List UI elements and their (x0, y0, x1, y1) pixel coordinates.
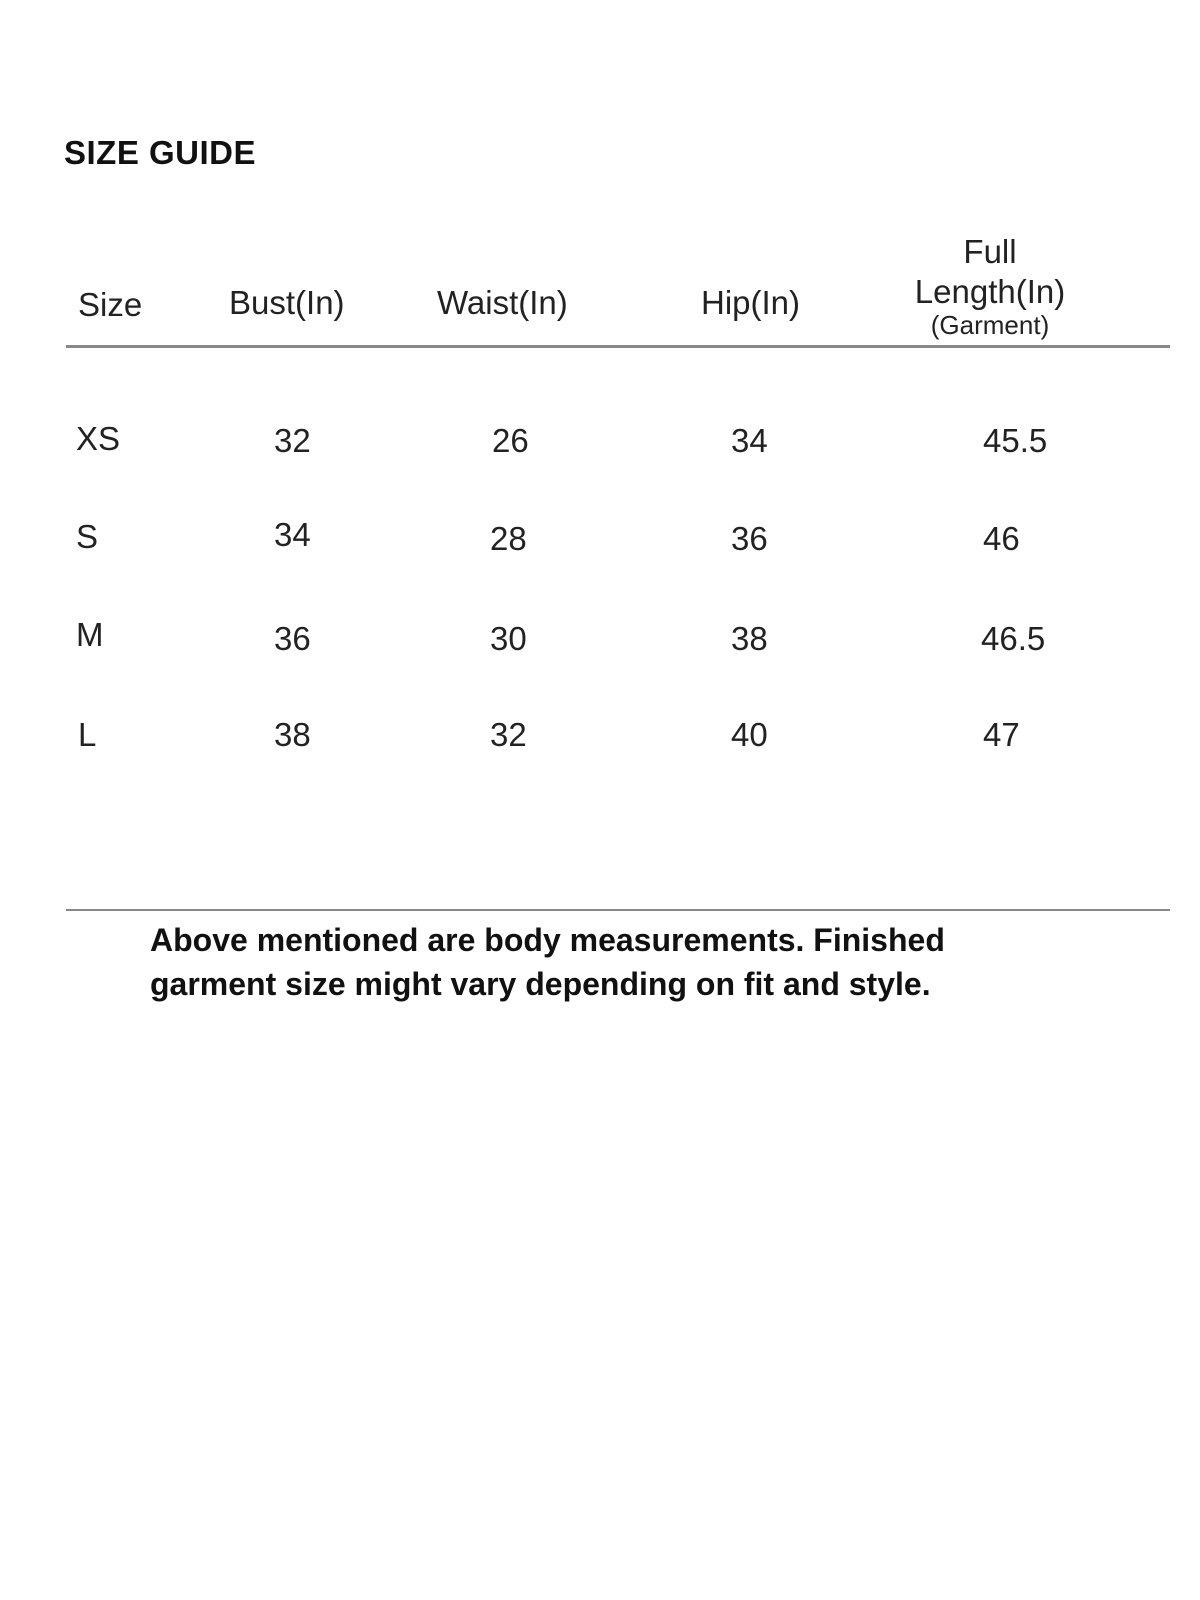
cell-length: 46 (983, 520, 1020, 557)
cell-length: 46.5 (981, 620, 1046, 657)
cell-bust: 34 (274, 516, 311, 553)
header-divider (66, 345, 1170, 348)
cell-waist: 30 (490, 620, 527, 657)
cell-waist: 28 (490, 520, 527, 557)
cell-hip: 36 (731, 520, 768, 557)
note-line-1: Above mentioned are body measurements. Finished (150, 922, 945, 958)
cell-size: S (76, 518, 99, 555)
header-full-length-line1: Full (963, 233, 1017, 270)
header-bust: Bust(In) (229, 284, 345, 321)
cell-length: 47 (983, 716, 1020, 753)
cell-size: XS (76, 420, 121, 457)
cell-waist: 32 (490, 716, 527, 753)
header-waist: Waist(In) (437, 284, 568, 321)
measurement-note (150, 918, 1150, 1006)
footer-divider (66, 909, 1170, 911)
header-full-length-sub: (Garment) (930, 310, 1050, 340)
cell-bust: 38 (274, 716, 311, 753)
cell-waist: 26 (492, 422, 529, 459)
header-hip: Hip(In) (701, 284, 801, 321)
cell-hip: 40 (731, 716, 768, 753)
cell-size: M (76, 616, 104, 653)
cell-size: L (78, 716, 97, 753)
cell-hip: 38 (731, 620, 768, 657)
cell-hip: 34 (731, 422, 768, 459)
cell-length: 45.5 (983, 422, 1048, 459)
cell-bust: 36 (274, 620, 311, 657)
header-size: Size (78, 286, 143, 323)
cell-bust: 32 (274, 422, 311, 459)
header-full-length-line2: Length(In) (914, 273, 1066, 310)
page-title: SIZE GUIDE (64, 134, 257, 171)
note-line-2: garment size might vary depending on fit and style. (150, 966, 931, 1002)
header-full-length (890, 232, 1090, 338)
